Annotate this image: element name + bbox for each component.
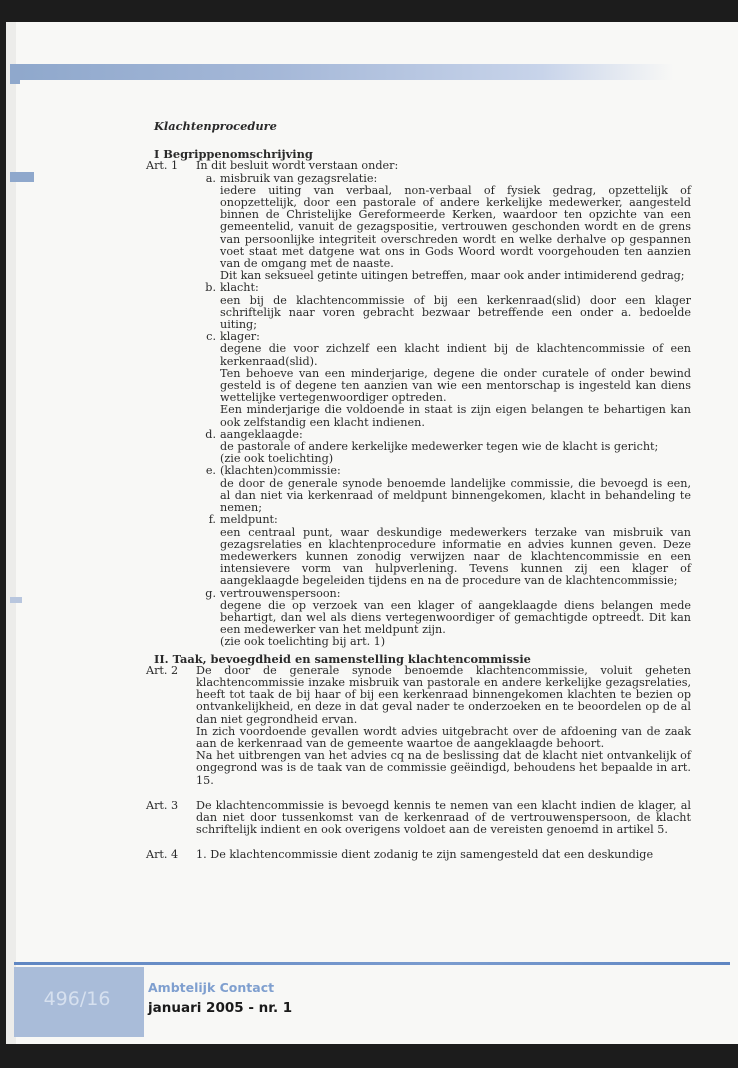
definition-item	[196, 514, 691, 587]
article-paragraph: 1. De klachtencommissie dient zodanig te zijn samengesteld dat een deskundige	[196, 848, 654, 862]
item-term: misbruik van gezagsrelatie:	[220, 171, 378, 185]
issue-label: januari 2005 - nr. 1	[148, 1000, 293, 1016]
article-label: Art. 1	[146, 159, 179, 173]
item-paragraph: Een minderjarige die voldoende in staat is zijn eigen belangen te behartigen kan ook zelfstandig een klacht indienen.	[220, 403, 691, 429]
document-title: Klachtenprocedure	[154, 119, 277, 133]
item-paragraph: (zie ook toelichting bij art. 1)	[220, 635, 386, 649]
margin-marker	[10, 172, 34, 182]
definition-item	[196, 429, 691, 466]
item-term: klager:	[220, 330, 260, 344]
item-letter: a.	[205, 171, 216, 185]
document-body	[146, 120, 691, 862]
item-term: meldpunt:	[220, 513, 278, 527]
item-term: klacht:	[220, 281, 259, 295]
footer-divider	[14, 962, 730, 965]
document-page	[6, 22, 738, 1044]
article-paragraph: Na het uitbrengen van het advies cq na de beslissing dat de klacht niet ontvankelijk of ongegrond was is de taak van de commissie geëindigd, behoudens het bepaalde in art. 15.	[196, 749, 691, 787]
header-color-band	[14, 64, 674, 80]
definition-item	[196, 588, 691, 649]
item-paragraph: Dit kan seksueel getinte uitingen betreffen, maar ook ander intimiderend gedrag;	[220, 269, 685, 283]
item-letter: d.	[205, 427, 216, 441]
article-label: Art. 4	[146, 848, 179, 862]
definition-item	[196, 282, 691, 331]
definition-item	[196, 465, 691, 514]
article-label: Art. 3	[146, 798, 179, 812]
margin-marker	[10, 64, 20, 84]
page-number: 496/16	[43, 988, 111, 1010]
item-term: vertrouwenspersoon:	[220, 586, 341, 600]
definition-item	[196, 173, 691, 283]
article-label: Art. 2	[146, 663, 179, 677]
section-heading: I Begrippenomschrijving	[154, 147, 313, 162]
item-letter: g.	[205, 586, 216, 600]
item-paragraph: (zie ook toelichting)	[220, 452, 334, 466]
item-letter: f.	[208, 513, 216, 527]
item-paragraph: een centraal punt, waar deskundige medewerkers terzake van misbruik van gezagsrelaties en klachtenprocedure informatie en advies kunnen geven. Deze medewerkers kunnen zonodig verwijzen naar de klachtencommissie en een intensievere vorm van hulpverlening. Tevens kunnen zij een klager of aangeklaagde begeleiden tijdens en na de procedure van de klachtencommissie;	[220, 525, 691, 588]
article-intro: In dit besluit wordt verstaan onder:	[196, 159, 399, 173]
article-3	[146, 800, 691, 837]
item-paragraph: de door de generale synode benoemde landelijke commissie, die bevoegd is een, al dan niet via kerkenraad of meldpunt binnengekomen, klacht in behandeling te nemen;	[220, 476, 691, 515]
item-letter: e.	[205, 464, 216, 478]
item-paragraph: de pastorale of andere kerkelijke medewerker tegen wie de klacht is gericht;	[220, 440, 659, 454]
journal-name: Ambtelijk Contact	[148, 980, 275, 995]
section-heading: II. Taak, bevoegdheid en samenstelling klachtencommissie	[154, 651, 531, 666]
article-4	[146, 849, 691, 861]
item-paragraph: een bij de klachtencommissie of bij een kerkenraad(slid) door een klager schriftelijk naar voren gebracht bezwaar betreffende een onder a. bedoelde uiting;	[220, 293, 691, 332]
article-paragraph: De klachtencommissie is bevoegd kennis te nemen van een klacht indien de klager, al dan niet door tussenkomst van de kerkenraad of de vertrouwenspersoon, de klacht schriftelijk indient en ook overigens voldoet aan de vereisten genoemd in artikel 5.	[196, 798, 691, 837]
item-paragraph: iedere uiting van verbaal, non-verbaal of fysiek gedrag, opzettelijk of onopzettelijk, door een pastorale of andere kerkelijke medewerker, aangesteld binnen de Christelijke Gereformeerde Kerken, waardoor ten opzichte van een gemeentelid, vanuit de gezagspositie, vertrouwen geschonden wordt en de grens van persoonlijke integriteit overschreden wordt en welke derhalve op gespannen voet staat met datgene wat ons in Gods Woord wordt voorgehouden ten aanzien van de omgang met de naaste.	[220, 183, 691, 271]
article-paragraph: In zich voordoende gevallen wordt advies uitgebracht over de afdoening van de zaak aan de kerkenraad van de gemeente waartoe de aangeklaagde behoort.	[196, 724, 691, 750]
item-term: (klachten)commissie:	[220, 464, 341, 478]
item-paragraph: Ten behoeve van een minderjarige, degene die onder curatele of onder bewind gesteld is of degene ten aanzien van wie een mentorschap is ingesteld kan diens wettelijke vertegenwoordiger optreden.	[220, 366, 691, 405]
definition-list	[196, 173, 691, 649]
article-1	[146, 160, 691, 648]
item-letter: c.	[206, 330, 216, 344]
item-paragraph: degene die op verzoek van een klager of aangeklaagde diens belangen mede behartigt, dan wel als diens vertegenwoordiger of gemachtigde optreedt. Dit kan een medewerker van het meldpunt zijn.	[220, 598, 691, 637]
item-letter: b.	[205, 281, 216, 295]
article-2	[146, 665, 691, 787]
margin-marker	[10, 597, 22, 603]
definition-item	[196, 331, 691, 429]
item-paragraph: degene die voor zichzelf een klacht indient bij de klachtencommissie of een kerkenraad(slid).	[220, 342, 691, 368]
item-term: aangeklaagde:	[220, 427, 303, 441]
article-paragraph: De door de generale synode benoemde klachtencommissie, voluit geheten klachtencommissie inzake misbruik van pastorale en andere kerkelijke gezagsrelaties, heeft tot taak de bij haar of bij een kerkenraad binnengekomen klachten te bezien op ontvankelijkheid, en deze in dat geval nader te onderzoeken en te beoordelen op de al dan niet gegrondheid ervan.	[196, 663, 691, 726]
